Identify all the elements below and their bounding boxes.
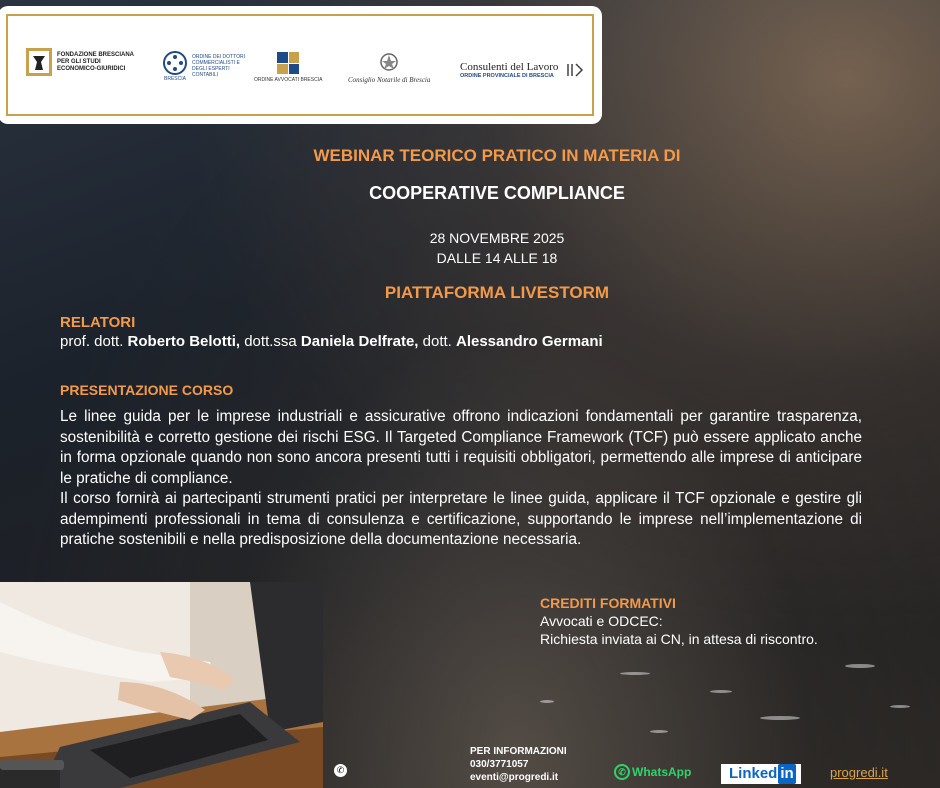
consulenti-title: Consulenti del Lavoro [460,61,559,73]
info-label: PER INFORMAZIONI [470,746,567,757]
presentation-paragraph: Le linee guida per le imprese industriali e assicurative offrono indicazioni fondamentali per garantire trasparenza, sostenibilità e corretto gestione dei rischi ESG. Il Targeted Compliance Framework (TCF) può essere applicato anche in forma opzionale quando non sono ancora presenti tutti i requisiti obbligatori, permettendo alle imprese di anticipare le pratiche di compliance. [60,408,862,487]
whatsapp-link[interactable] [614,764,691,780]
website-link[interactable]: progredi.it [830,765,888,780]
presentation-label: PRESENTAZIONE CORSO [60,382,234,398]
event-title: WEBINAR TEORICO PRATICO IN MATERIA DI [313,146,681,165]
fondazione-name: FONDAZIONE BRESCIANA PER GLI STUDI ECONOMICO-GIURIDICI [57,51,134,72]
event-platform: PIATTAFORMA LIVESTORM [384,283,610,302]
odcec-logo [162,50,254,82]
presentation-paragraph: Il corso fornirà ai partecipanti strumenti pratici per interpretare le linee guida, applicare il TCF opzionale e gestire gli adempimenti professionali in tema di consulenza e certificazione, supportando le imprese nell’implementazione di pratiche sostenibili e nella predisposizione della documentazione necessaria. [60,490,862,548]
background-speck [890,705,910,708]
linkedin-label: Linked [729,765,778,782]
speakers-label: RELATORI [60,314,136,331]
speaker-name: Roberto Belotti, [127,333,241,350]
speakers-list [60,333,603,350]
whatsapp-icon: ✆ [614,764,630,780]
notarile-logo [348,52,430,84]
background-speck [710,690,732,693]
notarile-emblem-icon [379,52,399,72]
phone-number[interactable]: 030/3771057 [470,759,529,770]
contact-info [470,745,567,784]
event-date: 28 NOVEMBRE 2025 [429,230,565,246]
linkedin-icon: in [780,765,794,782]
credits-line: Avvocati e ODCEC: [540,613,663,629]
background-speck [760,716,800,720]
speaker-title: dott. [418,333,456,350]
event-subtitle: COOPERATIVE COMPLIANCE [369,183,625,203]
odcec-emblem-icon [162,50,188,76]
avvocati-logo [254,52,322,83]
credits-section [540,594,818,648]
background-speck [540,700,554,703]
logo-banner [0,8,600,122]
credits-line: Richiesta inviata ai CN, in attesa di riscontro. [540,631,818,647]
credits-label: CREDITI FORMATIVI [540,595,676,611]
background-speck [620,672,650,675]
avvocati-name: ORDINE AVVOCATI BRESCIA [254,77,323,83]
speaker-title: prof. dott. [60,333,128,350]
speaker-name: Alessandro Germani [456,333,603,350]
phone-icon: ✆ [334,764,347,777]
speaker-name: Daniela Delfrate, [300,333,419,350]
email-address[interactable]: eventi@progredi.it [470,772,559,783]
laptop-photo [0,582,323,788]
linkedin-link[interactable] [721,764,801,784]
laptop-illustration-icon [0,582,323,788]
fondazione-logo [26,48,137,76]
fondazione-emblem-icon [26,48,52,76]
odcec-city: BRESCIA [164,76,186,82]
consulenti-sub: ORDINE PROVINCIALE DI BRESCIA [460,73,554,79]
event-time: DALLE 14 ALLE 18 [436,250,558,266]
odcec-name: ORDINE DEI DOTTORI COMMERCIALISTI E DEGLI ESPERTI CONTABILI [192,54,245,78]
consulenti-emblem-icon [566,60,586,80]
whatsapp-label: WhatsApp [632,765,692,779]
speaker-title: dott.ssa [240,333,301,350]
consulenti-logo [460,60,586,80]
notarile-name: Consiglio Notarile di Brescia [348,76,431,84]
presentation-text [60,407,862,551]
background-speck [650,730,668,733]
background-speck [845,664,875,668]
